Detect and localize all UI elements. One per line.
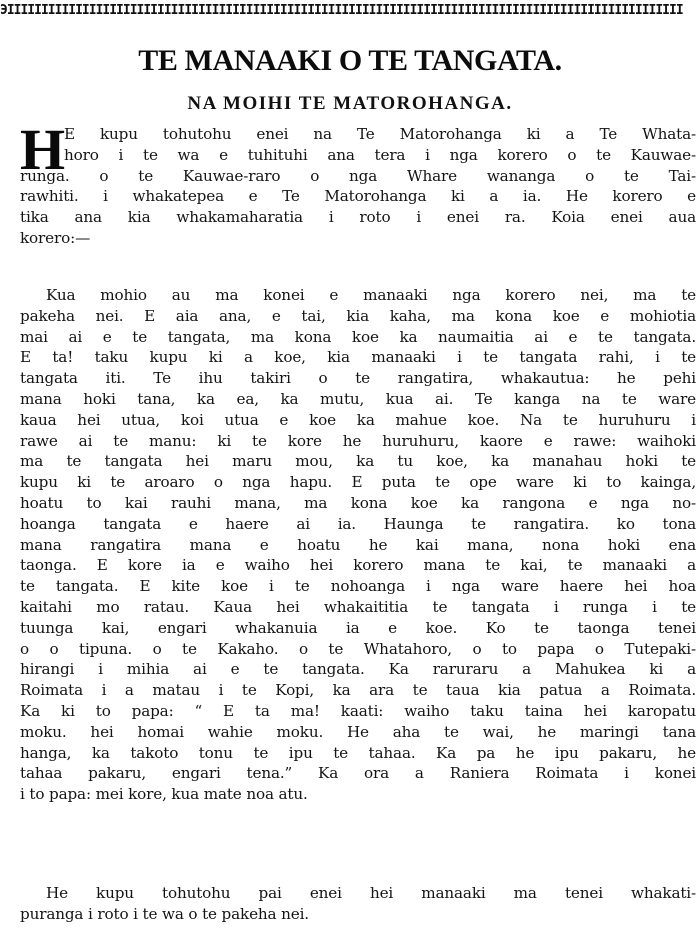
text-line: ma te tangata hei maru mou, ka tu koe, ka manahau hoki te (20, 452, 696, 471)
text-line: horo i te wa e tuhituhi ana tera i nga korero o te Kauwae- (64, 145, 696, 164)
text-line: moku. hei homai wahie moku. He aha te wai, he maringi tana (20, 722, 696, 741)
text-line: hirangi i mihia ai e te tangata. Ka raruraru a Mahukea ki a (20, 660, 696, 679)
text-line: E kupu tohutohu enei na Te Matorohanga ki a Te Whata- (64, 125, 696, 143)
text-line: Ka ki to papa: “ E ta ma! kaati: waiho taku taina hei karopatu (20, 701, 696, 720)
paragraph-intro (20, 117, 696, 249)
text-line: o o tipuna. o te Kakaho. o te Whatahoro, o to papa o Tutepaki- (20, 639, 696, 658)
text-line: rawhiti. i whakatepea e Te Matorohanga ki a ia. He korero e (20, 187, 696, 206)
text-line: taonga. E kore ia e waiho hei korero mana te kai, te manaaki a (20, 556, 696, 575)
text-line: kupu ki te aroaro o nga hapu. E puta te ope ware ki to kainga, (20, 473, 696, 492)
article-byline: NA MOIHI TE MATOROHANGA. (187, 93, 513, 114)
text-line: kaitahi mo ratau. Kaua hei whakaititia te tangata i runga i te (20, 597, 696, 616)
text-line: i to papa: mei kore, kua mate noa atu. (20, 785, 308, 804)
text-line: tangata iti. Te ihu takiri o te rangatira, whakautua: he pehi (20, 369, 696, 388)
text-line: runga. o te Kauwae-raro o nga Whare wananga o te Tai- (20, 166, 696, 185)
text-line: korero:— (20, 228, 91, 247)
text-line: hoatu to kai rauhi mana, ma kona koe ka rangona e nga no- (20, 493, 696, 512)
text-line: Kua mohio au ma konei e manaaki nga korero nei, ma te (46, 286, 696, 304)
text-line: hoanga tangata e haere ai ia. Haunga te rangatira. ko tona (20, 514, 696, 533)
text-line: mai ai e te tangata, ma kona koe ka naumaitia ai e te tangata. (20, 327, 696, 346)
paragraph-closing (20, 883, 696, 925)
article-title: TE MANAAKI O TE TANGATA. (138, 44, 562, 77)
paragraph-main (20, 285, 696, 805)
text-line: He kupu tohutohu pai enei hei manaaki ma tenei whakati- (46, 884, 696, 902)
text-line: mana rangatira mana e hoatu he kai mana, nona hoki ena (20, 535, 696, 554)
text-line: puranga i roto i te wa o te pakeha nei. (20, 904, 309, 923)
text-line: te tangata. E kite koe i te nohoanga i nga ware haere hei hoa (20, 577, 696, 596)
text-line: mana hoki tana, ka ea, ka mutu, kua ai. Te kanga na te ware (20, 389, 696, 408)
drop-cap: H (20, 117, 66, 182)
text-line: pakeha nei. E aia ana, e tai, kia kaha, ma kona koe e mohiotia (20, 306, 696, 325)
text-line: kaua hei utua, koi utua e koe ka mahue koe. Na te huruhuru i (20, 410, 696, 429)
text-line: E ta! taku kupu ki a koe, kia manaaki i te tangata rahi, i te (20, 348, 696, 367)
text-line: tika ana kia whakamaharatia i roto i enei ra. Koia enei aua (20, 208, 696, 227)
text-line: Roimata i a matau i te Kopi, ka ara te taua kia patua a Roimata. (20, 681, 696, 700)
ornamental-border: ЭIIIIIIIIIIIIIIIIIIIIIIIIIIIIIIIIIIIIIIIIIIIIIIIIIIIIIIIIIIIIIIIIIIIIIIIIIIIIIIIIIIIIIIIIIIIIIIIIIII (0, 3, 683, 18)
text-line: tahaa pakaru, engari tena.” Ka ora a Raniera Roimata i konei (20, 764, 696, 783)
text-line: rawe ai te manu: ki te kore he huruhuru, kaore e rawe: waihoki (20, 431, 696, 450)
text-line: hanga, ka takoto tonu te ipu te tahaa. Ka pa he ipu pakaru, he (20, 743, 696, 762)
text-line: tuunga kai, engari whakanuia ia e koe. Ko te taonga tenei (20, 618, 696, 637)
